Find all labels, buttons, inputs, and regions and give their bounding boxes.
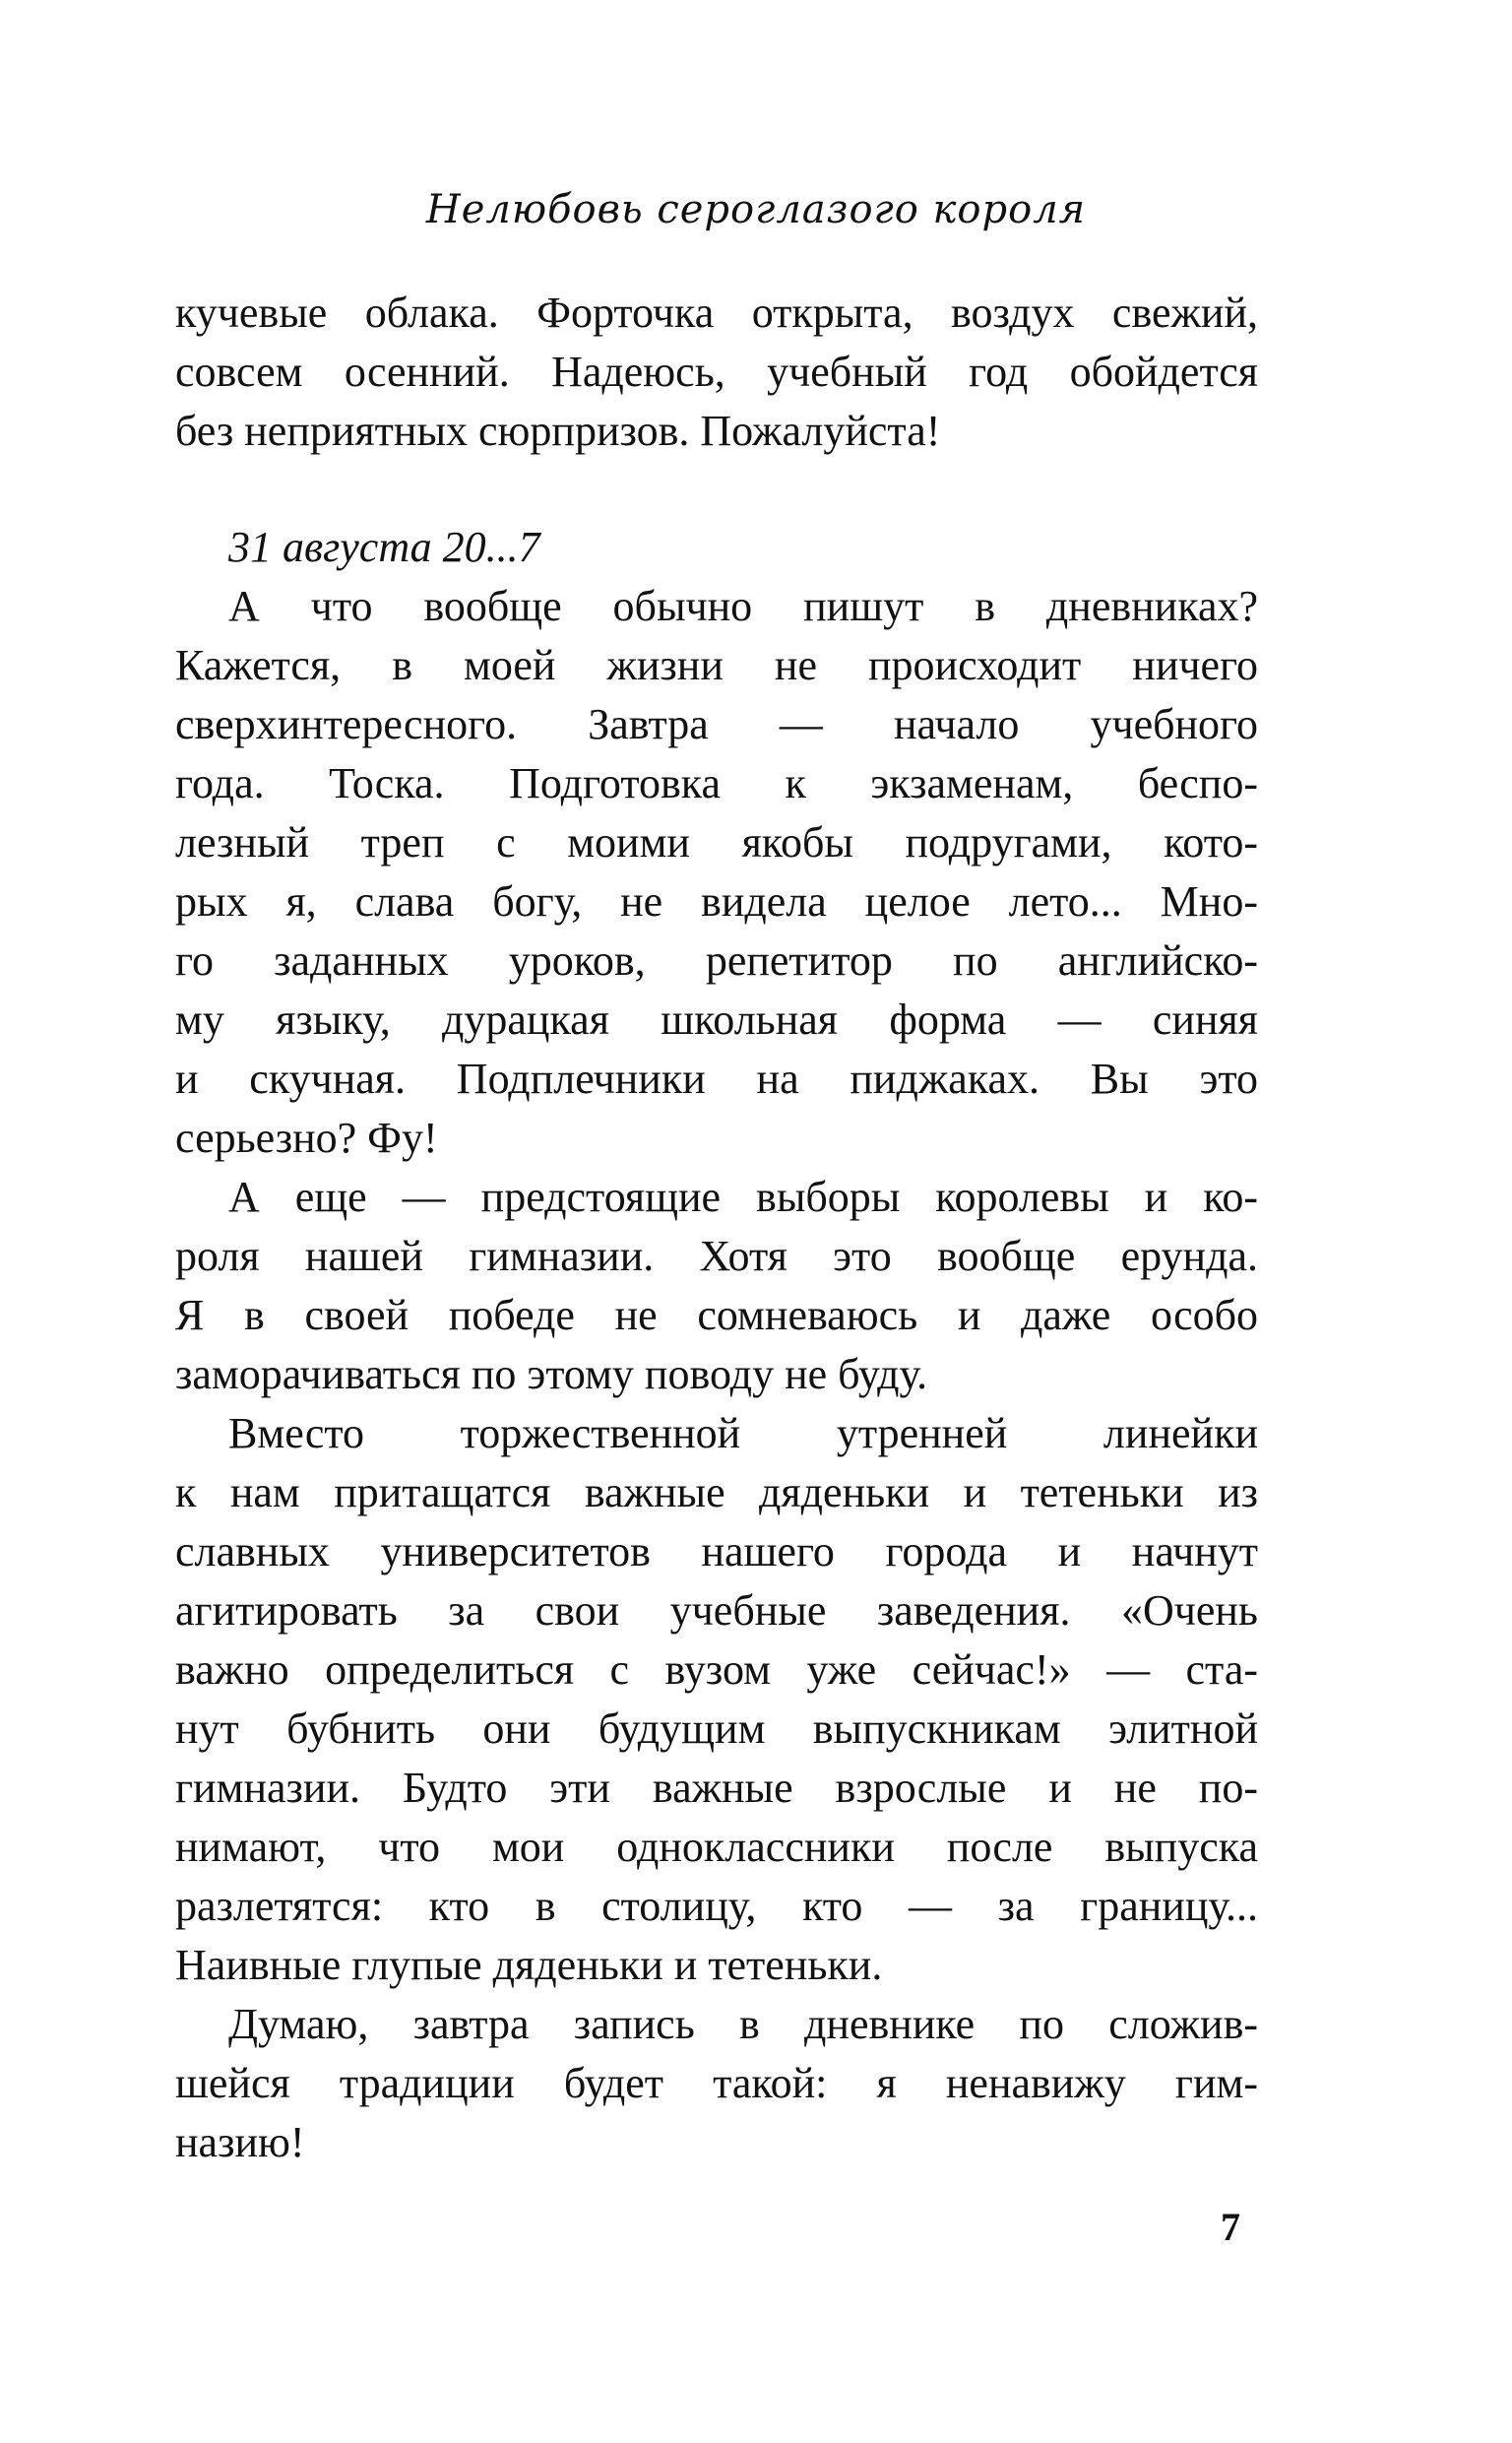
text-line: рых я, слава богу, не видела целое лето... Мно- <box>175 877 1258 926</box>
text-line: му языку, дурацкая школьная форма — синяя <box>175 996 1258 1044</box>
text-line: Думаю, завтра запись в дневнике по сложив- <box>228 2000 1258 2048</box>
text-line: лезный треп с моими якобы подругами, кото- <box>175 818 1258 867</box>
text-line: Наивные глупые дяденьки и тетеньки. <box>175 1941 883 1989</box>
text-line: и скучная. Подплечники на пиджаках. Вы это <box>175 1055 1258 1103</box>
text-line: без неприятных сюрпризов. Пожалуйста! <box>175 407 941 455</box>
text-line: года. Тоска. Подготовка к экзаменам, беспо- <box>175 759 1258 807</box>
text-line: А еще — предстоящие выборы королевы и ко- <box>228 1173 1258 1221</box>
text-line: совсем осенний. Надеюсь, учебный год обойдется <box>175 348 1258 396</box>
text-line: гимназии. Будто эти важные взрослые и не по- <box>175 1764 1258 1812</box>
text-line: Я в своей победе не сомневаюсь и даже особо <box>175 1291 1258 1339</box>
text-line: кучевые облака. Форточка открыта, воздух свежий, <box>175 289 1258 337</box>
text-line: Кажется, в моей жизни не происходит ничего <box>175 641 1258 689</box>
text-line: нимают, что мои одноклассники после выпуска <box>175 1823 1258 1871</box>
text-line: к нам притащатся важные дяденьки и тетеньки из <box>175 1468 1258 1516</box>
running-head-title: Нелюбовь сероглазого короля <box>425 187 1087 232</box>
text-line: нут бубнить они будущим выпускникам элитной <box>175 1704 1258 1753</box>
text-line: шейся традиции будет такой: я ненавижу гим- <box>175 2059 1258 2107</box>
text-line: го заданных уроков, репетитор по английско- <box>175 936 1258 985</box>
text-line: Вместо торжественной утренней линейки <box>228 1409 1258 1457</box>
page-number: 7 <box>1221 2205 1240 2249</box>
text-line: сверхинтересного. Завтра — начало учебного <box>175 700 1258 748</box>
text-line: славных университетов нашего города и начнут <box>175 1527 1258 1575</box>
text-line: агитировать за свои учебные заведения. «Очень <box>175 1586 1258 1635</box>
text-line: А что вообще обычно пишут в дневниках? <box>228 582 1258 630</box>
text-line: заморачиваться по этому поводу не буду. <box>175 1350 928 1398</box>
text-line: важно определиться с вузом уже сейчас!» — ста- <box>175 1645 1258 1694</box>
text-line: назию! <box>175 2118 305 2166</box>
text-line: роля нашей гимназии. Хотя это вообще ерунда. <box>175 1232 1258 1280</box>
text-line: серьезно? Фу! <box>175 1114 438 1162</box>
text-line: разлетятся: кто в столицу, кто — за границу... <box>175 1882 1258 1930</box>
diary-date-heading: 31 августа 20...7 <box>228 523 540 571</box>
